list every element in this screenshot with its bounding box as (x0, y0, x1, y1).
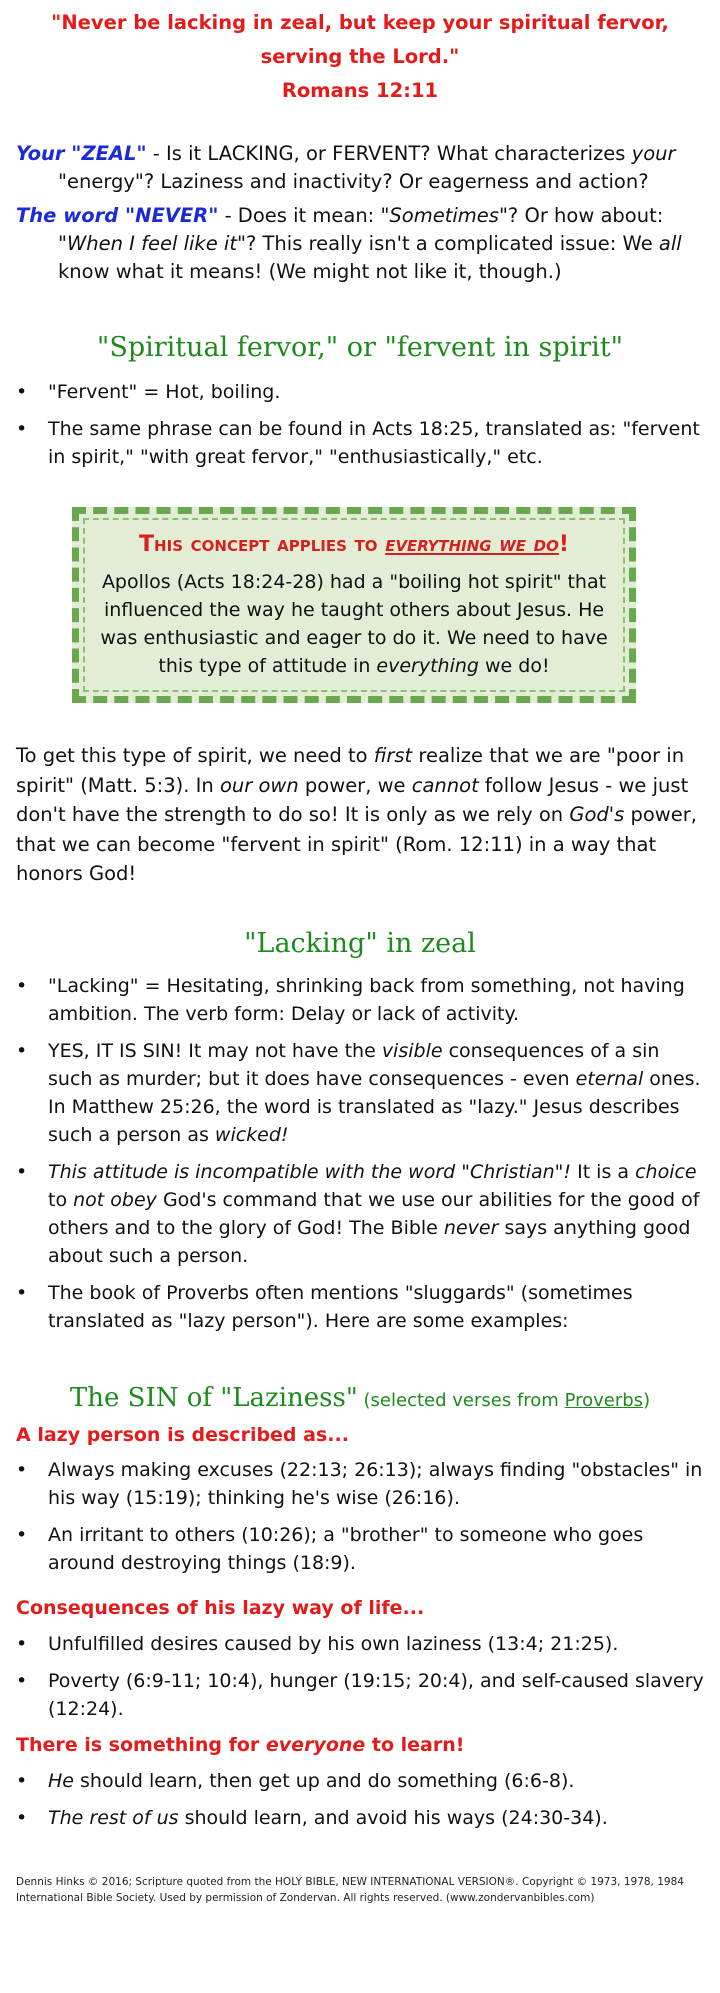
list-item: • The same phrase can be found in Acts 18:25, translated as: "fervent in spirit," "with great fervor," "enthusiastically," etc. (16, 418, 700, 468)
zeal-paragraph: Your "ZEAL" - Is it LACKING, or FERVENT? What characterizes your "energy"? Laziness and inactivity? Or eagerness and action? (16, 142, 676, 193)
concept-callout-box (72, 507, 636, 703)
copyright-footer: Dennis Hinks © 2016; Scripture quoted from the HOLY BIBLE, NEW INTERNATIONAL VERSION®. Copyright © 1973, 1978, 1984 International Bible Society. Used by permission of Zondervan. All rights reserved. (www.zondervanbibles.com) (16, 1876, 684, 1904)
list-item: • "Lacking" = Hesitating, shrinking back from something, not having ambition. The verb form: Delay or lack of activity. (16, 975, 685, 1025)
consequences-bullet-list (14, 1630, 708, 1732)
never-label: The word "NEVER" (16, 204, 219, 227)
lacking-heading: "Lacking" in zeal (244, 928, 476, 959)
fervor-heading: "Spiritual fervor," or "fervent in spirit" (96, 332, 624, 363)
lacking-bullet-list (14, 972, 708, 1344)
described-label: A lazy person is described as... (16, 1424, 349, 1446)
zeal-label: Your "ZEAL" (16, 142, 147, 165)
list-item: • An irritant to others (10:26); a "brother" to someone who goes around destroying things (18:9). (16, 1524, 644, 1574)
list-item: • He should learn, then get up and do something (6:6-8). (16, 1770, 575, 1792)
verse-line-1: "Never be lacking in zeal, but keep your spiritual fervor, (51, 11, 669, 34)
list-item: • Poverty (6:9-11; 10:4), hunger (19:15; 20:4), and self-caused slavery (12:24). (16, 1670, 704, 1720)
laziness-heading: The SIN of "Laziness" (selected verses from Proverbs) (69, 1383, 651, 1413)
verse-reference: Romans 12:11 (281, 79, 439, 102)
list-item: • Unfulfilled desires caused by his own laziness (13:4; 21:25). (16, 1633, 619, 1655)
proverbs-link[interactable]: Proverbs (564, 1390, 644, 1411)
poor-in-spirit-paragraph: To get this type of spirit, we need to first realize that we are "poor in spirit" (Matt. 5:3). In our own power, we cannot follow Jesus - we just don't have the strength to do so! It is only as we rely on God's power, that we can become "fervent in spirit" (Rom. 12:11) in a way that honors God! (16, 744, 697, 885)
described-bullet-list (14, 1456, 708, 1586)
callout-body: Apollos (Acts 18:24-28) had a "boiling hot spirit" that influenced the way he taught others about Jesus. He was enthusiastic and eager to do it. We need to have this type of attitude in everything we do! (100, 571, 608, 677)
learn-bullet-list (14, 1767, 708, 1841)
list-item: • The rest of us should learn, and avoid his ways (24:30-34). (16, 1807, 608, 1829)
list-item: • The book of Proverbs often mentions "sluggards" (sometimes translated as "lazy person"). Here are some examples: (16, 1282, 633, 1332)
never-paragraph: The word "NEVER" - Does it mean: "Sometimes"? Or how about: "When I feel like it"? This really isn't a complicated issue: We all know what it means! (We might not like it, though.) (16, 204, 682, 283)
verse-line-2: serving the Lord." (260, 45, 460, 68)
callout-title: This concept applies to everything we do! (139, 532, 569, 557)
list-item: • YES, IT IS SIN! It may not have the visible consequences of a sin such as murder; but it does have consequences - even eternal ones. In Matthew 25:26, the word is translated as "lazy." Jesus describes such a person as wicked! (16, 1040, 701, 1146)
list-item: • This attitude is incompatible with the word "Christian"! It is a choice to not obey God's command that we use our abilities for the good of others and to the glory of God! The Bible never says anything good about such a person. (16, 1161, 700, 1267)
fervor-bullet-list (14, 378, 708, 480)
list-item: • Always making excuses (22:13; 26:13); always finding "obstacles" in his way (15:19); thinking he's wise (26:16). (16, 1459, 703, 1509)
consequences-label: Consequences of his lazy way of life... (16, 1597, 425, 1619)
learn-label: There is something for everyone to learn! (16, 1734, 465, 1756)
list-item: • "Fervent" = Hot, boiling. (16, 381, 281, 403)
